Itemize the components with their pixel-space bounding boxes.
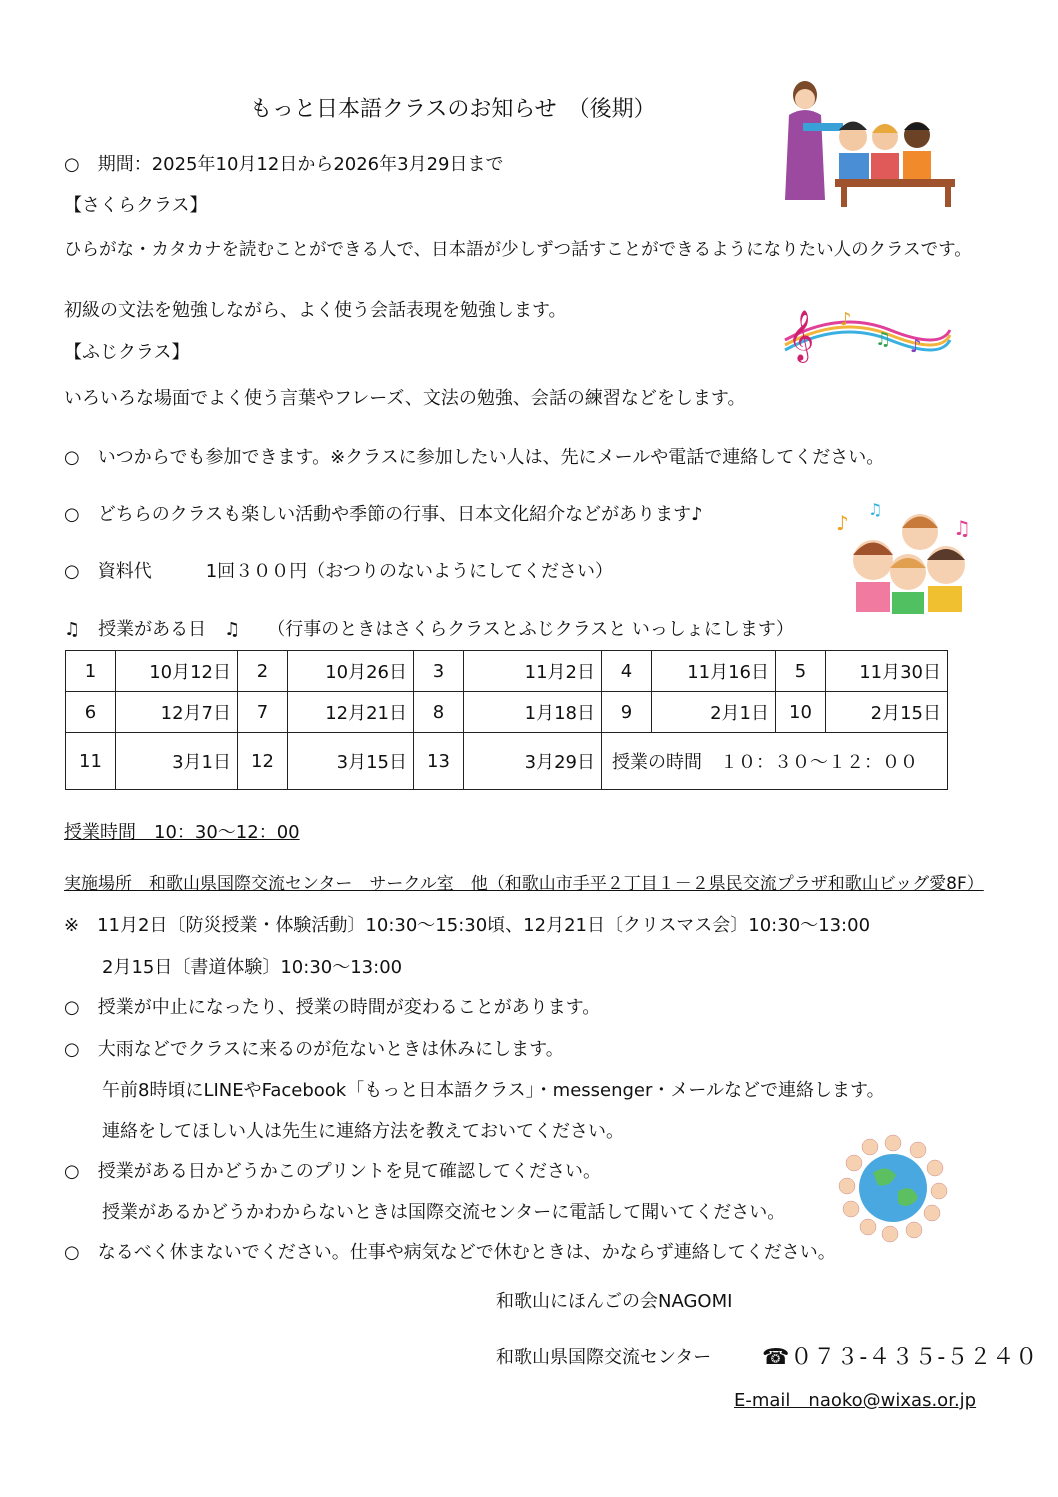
attendance-notice: ○ なるべく休まないでください。仕事や病気などで休むときは、かならず連絡してください。: [64, 1242, 836, 1263]
session-number: 1: [66, 651, 116, 692]
session-date: 11月16日: [652, 651, 776, 692]
phone-number: ☎０７３-４３５-５２４０: [762, 1345, 1039, 1370]
anytime-note: ○ いつからでも参加できます。※クラスに参加したい人は、先にメールや電話で連絡してください。: [64, 447, 885, 468]
schedule-table: [65, 650, 948, 790]
special-event-note-2: 2月15日〔書道体験〕10:30～13:00: [102, 957, 403, 978]
heavy-rain-notice: ○ 大雨などでクラスに来るのが危ないときは休みにします。: [64, 1039, 564, 1060]
table-row: [66, 692, 948, 733]
session-date: 10月26日: [288, 651, 414, 692]
check-print-notice: ○ 授業がある日かどうかこのプリントを見て確認してください。: [64, 1161, 601, 1182]
events-note: ○ どちらのクラスも楽しい活動や季節の行事、日本文化紹介などがあります♪: [64, 504, 703, 525]
session-number: 13: [414, 733, 464, 790]
session-number: 5: [776, 651, 826, 692]
session-date: 10月12日: [116, 651, 238, 692]
period-line: ○ 期間：2025年10月12日から2026年3月29日まで: [64, 154, 504, 175]
cancel-notice: ○ 授業が中止になったり、授業の時間が変わることがあります。: [64, 997, 601, 1018]
session-number: 2: [238, 651, 288, 692]
session-number: 8: [414, 692, 464, 733]
session-number: 6: [66, 692, 116, 733]
session-number: 3: [414, 651, 464, 692]
fuji-description: いろいろな場面でよく使う言葉やフレーズ、文法の勉強、会話の練習などをします。: [64, 388, 746, 409]
center-name: 和歌山県国際交流センター: [496, 1347, 712, 1368]
table-row: [66, 733, 948, 790]
table-row: [66, 651, 948, 692]
session-date: 2月15日: [826, 692, 948, 733]
svg-text:♪: ♪: [840, 309, 852, 330]
session-number: 10: [776, 692, 826, 733]
sakura-description-2: 初級の文法を勉強しながら、よく使う会話表現を勉強します。: [64, 300, 567, 321]
svg-text:𝄞: 𝄞: [788, 310, 815, 361]
session-date: 11月2日: [464, 651, 602, 692]
svg-text:♫: ♫: [953, 516, 971, 540]
special-event-note: ※ 11月2日〔防災授業・体験活動〕10:30～15:30頃、12月21日〔クリスマス会〕10:30～13:00: [64, 915, 871, 936]
session-date: 3月1日: [116, 733, 238, 790]
session-date: 3月15日: [288, 733, 414, 790]
schedule-heading: ♫ 授業がある日 ♫ （行事のときはさくらクラスとふじクラスと いっしょにします）: [64, 619, 794, 640]
class-time-cell: 授業の時間 １０：３０～１２：００: [602, 733, 948, 790]
email-link[interactable]: E-mail naoko@wixas.or.jp: [734, 1390, 977, 1411]
session-number: 7: [238, 692, 288, 733]
session-number: 11: [66, 733, 116, 790]
session-number: 4: [602, 651, 652, 692]
session-number: 12: [238, 733, 288, 790]
organization-name: 和歌山にほんごの会NAGOMI: [496, 1291, 733, 1312]
venue: 実施場所 和歌山県国際交流センター サークル室 他（和歌山市手平２丁目１－２県民交流プラザ和歌山ビッグ愛8F）: [64, 874, 984, 894]
session-date: 12月7日: [116, 692, 238, 733]
contact-method-notice: 午前8時頃にLINEやFacebook「もっと日本語クラス」・messenger・メールなどで連絡します。: [102, 1080, 885, 1101]
svg-text:♪: ♪: [836, 511, 849, 535]
session-number: 9: [602, 692, 652, 733]
svg-text:♪: ♪: [910, 336, 922, 357]
session-date: 11月30日: [826, 651, 948, 692]
kids-singing-illustration: [828, 500, 978, 615]
session-date: 12月21日: [288, 692, 414, 733]
globe-illustration: [838, 1133, 948, 1243]
music-notes-illustration: [780, 300, 955, 365]
session-date: 2月1日: [652, 692, 776, 733]
svg-text:♫: ♫: [875, 329, 892, 350]
class-time: 授業時間 10：30～12：00: [64, 822, 300, 843]
call-center-notice: 授業があるかどうかわからないときは国際交流センターに電話して聞いてください。: [102, 1202, 786, 1223]
session-date: 3月29日: [464, 733, 602, 790]
contact-request-notice: 連絡をしてほしい人は先生に連絡方法を教えておいてください。: [102, 1121, 624, 1142]
page-title: もっと日本語クラスのお知らせ （後期）: [250, 97, 656, 122]
fuji-heading: 【ふじクラス】: [64, 342, 190, 363]
session-date: 1月18日: [464, 692, 602, 733]
sakura-heading: 【さくらクラス】: [64, 195, 208, 216]
sakura-description: ひらがな・カタカナを読むことができる人で、日本語が少しずつ話すことができるようになりたい人のクラスです。: [64, 240, 972, 260]
classroom-illustration: [775, 75, 960, 210]
svg-text:♫: ♫: [868, 500, 883, 519]
fee-note: ○ 資料代 1回３００円（おつりのないようにしてください）: [64, 561, 613, 582]
